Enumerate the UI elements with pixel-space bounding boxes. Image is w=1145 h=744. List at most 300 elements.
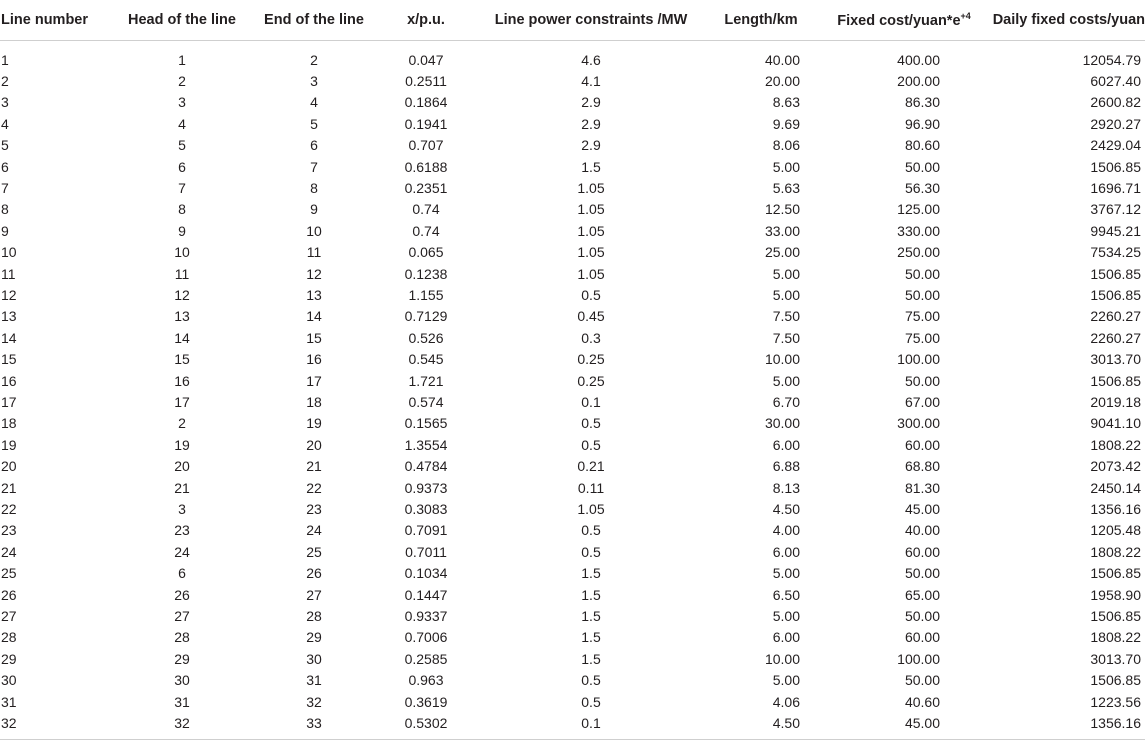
cell-length: 25.00	[764, 244, 800, 261]
cell-line-number: 8	[1, 201, 9, 218]
cell-end-of-line: 16	[306, 351, 322, 368]
cell-reactance: 0.545	[408, 351, 444, 368]
table-row	[0, 713, 1145, 739]
cell-head-of-line: 3	[178, 501, 186, 518]
cell-daily-fixed-cost: 3013.70	[1090, 351, 1141, 368]
cell-daily-fixed-cost: 2450.14	[1090, 479, 1141, 496]
cell-length: 10.00	[764, 351, 800, 368]
table-row	[0, 606, 1145, 627]
cell-reactance: 0.1447	[404, 586, 448, 603]
cell-fixed-cost: 45.00	[904, 501, 940, 518]
cell-fixed-cost: 50.00	[904, 372, 940, 389]
cell-line-number: 6	[1, 158, 9, 175]
cell-power-constraint: 0.1	[581, 394, 601, 410]
cell-fixed-cost: 330.00	[897, 222, 940, 239]
table-row	[0, 135, 1145, 156]
cell-end-of-line: 9	[310, 201, 318, 218]
cell-line-number: 5	[1, 137, 9, 154]
cell-fixed-cost: 86.30	[904, 94, 940, 111]
cell-end-of-line: 29	[306, 629, 322, 646]
header-head-of-line: Head of the line	[112, 0, 252, 40]
cell-fixed-cost: 81.30	[904, 479, 940, 496]
table-row	[0, 520, 1145, 541]
cell-length: 4.50	[772, 501, 800, 518]
cell-end-of-line: 13	[306, 286, 322, 303]
table-row	[0, 199, 1145, 220]
cell-power-constraint: 0.1	[476, 713, 706, 739]
cell-power-constraint: 1.05	[577, 244, 605, 261]
cell-end-of-line: 7	[310, 158, 318, 175]
cell-fixed-cost: 50.00	[904, 158, 940, 175]
table-row	[0, 563, 1145, 584]
cell-line-number: 2	[1, 72, 9, 89]
cell-head-of-line: 6	[178, 565, 186, 582]
cell-head-of-line: 4	[178, 115, 186, 132]
cell-end-of-line: 2	[310, 51, 318, 68]
cell-daily-fixed-cost: 1506.85	[1090, 265, 1141, 282]
table-row	[0, 670, 1145, 691]
cell-head-of-line: 12	[174, 286, 190, 303]
cell-line-number: 10	[1, 244, 17, 261]
table-row	[0, 242, 1145, 263]
cell-reactance: 0.3083	[404, 501, 448, 518]
cell-line-number: 24	[1, 543, 17, 560]
cell-end-of-line: 28	[306, 608, 322, 625]
cell-head-of-line: 23	[174, 522, 190, 539]
header-daily-fixed-costs: Daily fixed costs/yuan	[992, 0, 1145, 40]
cell-line-number: 13	[1, 308, 17, 325]
cell-head-of-line: 13	[174, 308, 190, 325]
cell-length: 5.00	[772, 158, 800, 175]
cell-end-of-line: 17	[306, 372, 322, 389]
cell-daily-fixed-cost: 7534.25	[1090, 244, 1141, 261]
cell-head-of-line: 29	[174, 650, 190, 667]
cell-power-constraint: 1.5	[581, 565, 601, 582]
table-row	[0, 413, 1145, 434]
cell-fixed-cost: 60.00	[904, 629, 940, 646]
cell-reactance: 0.2585	[404, 650, 448, 667]
cell-daily-fixed-cost: 2073.42	[1090, 458, 1141, 475]
cell-line-number: 18	[1, 415, 17, 432]
cell-line-number: 3	[1, 94, 9, 111]
cell-fixed-cost: 60.00	[904, 436, 940, 453]
cell-daily-fixed-cost: 1205.48	[1090, 522, 1141, 539]
cell-line-number: 7	[1, 179, 9, 196]
cell-daily-fixed-cost: 3767.12	[1090, 201, 1141, 218]
cell-head-of-line: 32	[112, 713, 252, 739]
cell-end-of-line: 24	[306, 522, 322, 539]
table-row	[0, 349, 1145, 370]
cell-head-of-line: 28	[174, 629, 190, 646]
cell-line-number: 9	[1, 222, 9, 239]
cell-fixed-cost: 250.00	[897, 244, 940, 261]
cell-power-constraint: 1.05	[577, 201, 605, 218]
cell-fixed-cost: 100.00	[897, 650, 940, 667]
cell-length: 8.06	[772, 137, 800, 154]
table-row	[0, 306, 1145, 327]
cell-power-constraint: 1.5	[581, 586, 601, 603]
cell-reactance: 0.7091	[404, 522, 448, 539]
cell-daily-fixed-cost: 2429.04	[1090, 137, 1141, 154]
cell-daily-fixed-cost: 2260.27	[1090, 329, 1141, 346]
cell-reactance: 1.155	[408, 286, 444, 303]
cell-power-constraint: 0.5	[581, 693, 601, 710]
cell-end-of-line: 4	[310, 94, 318, 111]
cell-daily-fixed-cost: 2260.27	[1090, 308, 1141, 325]
cell-reactance: 0.1034	[404, 565, 448, 582]
cell-head-of-line: 6	[178, 158, 186, 175]
cell-end-of-line: 25	[306, 543, 322, 560]
table-row	[0, 71, 1145, 92]
cell-end-of-line: 14	[306, 308, 322, 325]
cell-end-of-line: 23	[306, 501, 322, 518]
cell-line-number: 32	[0, 713, 112, 739]
cell-length: 7.50	[772, 308, 800, 325]
cell-line-number: 19	[1, 436, 17, 453]
table-row	[0, 478, 1145, 499]
cell-power-constraint: 2.9	[581, 115, 601, 132]
cell-line-number: 11	[1, 265, 16, 282]
cell-daily-fixed-cost: 1356.16	[992, 713, 1145, 739]
table-row	[0, 114, 1145, 135]
cell-end-of-line: 21	[306, 458, 322, 475]
cell-daily-fixed-cost: 9945.21	[1090, 222, 1141, 239]
cell-end-of-line: 26	[306, 565, 322, 582]
cell-fixed-cost: 65.00	[904, 586, 940, 603]
cell-daily-fixed-cost: 12054.79	[1082, 51, 1141, 68]
table-row	[0, 40, 1145, 71]
cell-daily-fixed-cost: 1506.85	[1090, 565, 1141, 582]
cell-line-number: 20	[1, 458, 17, 475]
cell-fixed-cost: 45.00	[816, 713, 992, 739]
cell-length: 6.50	[772, 586, 800, 603]
cell-line-number: 27	[1, 608, 17, 625]
cell-fixed-cost: 40.60	[904, 693, 940, 710]
cell-power-constraint: 0.21	[577, 458, 605, 475]
cell-line-number: 25	[1, 565, 17, 582]
cell-line-number: 1	[1, 51, 9, 68]
cell-length: 5.00	[772, 265, 800, 282]
cell-power-constraint: 1.5	[581, 629, 601, 646]
cell-length: 5.00	[772, 672, 800, 689]
cell-power-constraint: 2.9	[581, 94, 601, 111]
cell-power-constraint: 1.05	[577, 222, 605, 239]
cell-reactance: 0.74	[412, 222, 440, 239]
cell-fixed-cost: 80.60	[904, 137, 940, 154]
cell-reactance: 0.065	[408, 244, 444, 261]
cell-head-of-line: 19	[174, 436, 190, 453]
cell-reactance: 0.574	[408, 394, 444, 410]
cell-fixed-cost: 96.90	[904, 115, 940, 132]
header-line-number: Line number	[0, 0, 112, 40]
cell-reactance: 0.963	[408, 672, 444, 689]
cell-reactance: 0.6188	[404, 158, 448, 175]
cell-reactance: 0.1941	[404, 115, 448, 132]
cell-fixed-cost: 125.00	[897, 201, 940, 218]
table-row	[0, 328, 1145, 349]
cell-end-of-line: 6	[310, 137, 318, 154]
cell-power-constraint: 0.5	[581, 543, 601, 560]
cell-power-constraint: 1.5	[581, 158, 601, 175]
cell-power-constraint: 1.5	[581, 650, 601, 667]
cell-line-number: 4	[1, 115, 9, 132]
cell-power-constraint: 0.5	[581, 286, 601, 303]
cell-end-of-line: 15	[306, 329, 322, 346]
header-length: Length/km	[706, 0, 816, 40]
table-row	[0, 649, 1145, 670]
cell-daily-fixed-cost: 1506.85	[1090, 608, 1141, 625]
table-row	[0, 221, 1145, 242]
cell-length: 4.50	[706, 713, 816, 739]
cell-length: 8.13	[772, 479, 800, 496]
cell-line-number: 30	[1, 672, 17, 689]
table-row	[0, 456, 1145, 477]
cell-power-constraint: 0.11	[577, 479, 605, 496]
cell-head-of-line: 27	[174, 608, 190, 625]
cell-daily-fixed-cost: 2019.18	[1090, 394, 1141, 410]
cell-head-of-line: 16	[174, 372, 190, 389]
cell-length: 4.06	[772, 693, 800, 710]
cell-line-number: 16	[1, 372, 17, 389]
cell-length: 4.00	[772, 522, 800, 539]
cell-length: 6.00	[772, 629, 800, 646]
cell-daily-fixed-cost: 9041.10	[1090, 415, 1141, 432]
table-row	[0, 692, 1145, 713]
table-header-row	[0, 0, 1145, 40]
table-row	[0, 285, 1145, 306]
cell-daily-fixed-cost: 1223.56	[1090, 693, 1141, 710]
cell-length: 7.50	[772, 329, 800, 346]
cell-reactance: 0.047	[408, 51, 444, 68]
cell-fixed-cost: 50.00	[904, 565, 940, 582]
cell-reactance: 1.721	[408, 372, 444, 389]
cell-length: 30.00	[764, 415, 800, 432]
cell-end-of-line: 11	[306, 244, 322, 261]
cell-fixed-cost: 60.00	[904, 543, 940, 560]
cell-reactance: 0.3619	[404, 693, 448, 710]
cell-line-number: 29	[1, 650, 17, 667]
cell-end-of-line: 30	[306, 650, 322, 667]
cell-length: 9.69	[772, 115, 800, 132]
cell-head-of-line: 3	[178, 94, 186, 111]
cell-head-of-line: 11	[174, 265, 190, 282]
cell-fixed-cost: 40.00	[904, 522, 940, 539]
cell-head-of-line: 7	[178, 179, 186, 196]
cell-line-number: 31	[1, 693, 17, 710]
table-row	[0, 92, 1145, 113]
cell-head-of-line: 1	[178, 51, 186, 68]
cell-reactance: 0.1238	[404, 265, 448, 282]
cell-reactance: 0.1864	[404, 94, 448, 111]
table-body	[0, 40, 1145, 739]
cell-daily-fixed-cost: 1808.22	[1090, 629, 1141, 646]
cell-end-of-line: 27	[306, 586, 322, 603]
cell-reactance: 0.9373	[404, 479, 448, 496]
cell-power-constraint: 1.05	[577, 501, 605, 518]
cell-head-of-line: 14	[174, 329, 190, 346]
cell-daily-fixed-cost: 1808.22	[1090, 543, 1141, 560]
cell-power-constraint: 4.1	[581, 72, 601, 89]
cell-line-number: 17	[1, 394, 17, 410]
cell-head-of-line: 17	[174, 394, 190, 410]
cell-power-constraint: 0.5	[581, 672, 601, 689]
cell-power-constraint: 0.25	[577, 351, 605, 368]
cell-daily-fixed-cost: 1808.22	[1090, 436, 1141, 453]
cell-power-constraint: 2.9	[581, 137, 601, 154]
cell-line-number: 14	[1, 329, 17, 346]
cell-line-number: 23	[1, 522, 17, 539]
cell-power-constraint: 4.6	[581, 51, 601, 68]
cell-power-constraint: 1.5	[581, 608, 601, 625]
cell-reactance: 0.4784	[404, 458, 448, 475]
table-row	[0, 157, 1145, 178]
cell-length: 5.00	[772, 286, 800, 303]
header-power-constraints: Line power constraints /MW	[476, 0, 706, 40]
cell-head-of-line: 2	[178, 72, 186, 89]
cell-head-of-line: 8	[178, 201, 186, 218]
cell-power-constraint: 0.45	[577, 308, 605, 325]
cell-length: 5.63	[772, 179, 800, 196]
header-fixed-cost-exponent: +4	[960, 10, 971, 21]
cell-reactance: 0.7129	[404, 308, 448, 325]
cell-length: 12.50	[764, 201, 800, 218]
cell-length: 6.00	[772, 436, 800, 453]
cell-length: 20.00	[764, 72, 800, 89]
cell-length: 5.00	[772, 565, 800, 582]
header-fixed-cost-label: Fixed cost/yuan*e	[837, 12, 961, 29]
cell-line-number: 22	[1, 501, 17, 518]
cell-end-of-line: 8	[310, 179, 318, 196]
cell-power-constraint: 1.05	[577, 265, 605, 282]
cell-daily-fixed-cost: 1506.85	[1090, 158, 1141, 175]
table-row	[0, 627, 1145, 648]
cell-end-of-line: 33	[252, 713, 376, 739]
cell-line-number: 26	[1, 586, 17, 603]
cell-length: 10.00	[764, 650, 800, 667]
cell-power-constraint: 0.3	[581, 329, 601, 346]
cell-reactance: 0.2511	[405, 72, 447, 89]
cell-fixed-cost: 75.00	[904, 329, 940, 346]
cell-head-of-line: 10	[174, 244, 190, 261]
table-row	[0, 542, 1145, 563]
table-row	[0, 499, 1145, 520]
cell-reactance: 0.1565	[404, 415, 448, 432]
cell-daily-fixed-cost: 6027.40	[1090, 72, 1141, 89]
cell-fixed-cost: 50.00	[904, 286, 940, 303]
table-row	[0, 585, 1145, 606]
cell-daily-fixed-cost: 3013.70	[1090, 650, 1141, 667]
cell-fixed-cost: 56.30	[904, 179, 940, 196]
cell-fixed-cost: 300.00	[897, 415, 940, 432]
cell-head-of-line: 26	[174, 586, 190, 603]
cell-head-of-line: 30	[174, 672, 190, 689]
cell-end-of-line: 19	[306, 415, 322, 432]
cell-head-of-line: 24	[174, 543, 190, 560]
table-row	[0, 178, 1145, 199]
cell-fixed-cost: 50.00	[904, 265, 940, 282]
cell-length: 6.88	[772, 458, 800, 475]
cell-reactance: 0.526	[408, 329, 444, 346]
cell-reactance: 0.74	[412, 201, 440, 218]
cell-end-of-line: 3	[310, 72, 318, 89]
cell-line-number: 15	[1, 351, 17, 368]
cell-power-constraint: 0.25	[577, 372, 605, 389]
cell-end-of-line: 18	[306, 394, 322, 410]
cell-reactance: 1.3554	[404, 436, 448, 453]
header-reactance: x/p.u.	[376, 0, 476, 40]
table-row	[0, 371, 1145, 392]
cell-length: 33.00	[764, 222, 800, 239]
cell-reactance: 0.2351	[404, 179, 448, 196]
cell-head-of-line: 2	[178, 415, 186, 432]
cell-length: 5.00	[772, 372, 800, 389]
cell-daily-fixed-cost: 2920.27	[1090, 115, 1141, 132]
cell-head-of-line: 31	[174, 693, 190, 710]
table-row	[0, 392, 1145, 413]
cell-fixed-cost: 100.00	[897, 351, 940, 368]
cell-end-of-line: 20	[306, 436, 322, 453]
cell-head-of-line: 15	[174, 351, 190, 368]
cell-line-number: 12	[1, 286, 17, 303]
cell-head-of-line: 9	[178, 222, 186, 239]
cell-end-of-line: 12	[306, 265, 322, 282]
cell-reactance: 0.7006	[404, 629, 448, 646]
cell-end-of-line: 10	[306, 222, 322, 239]
cell-length: 8.63	[772, 94, 800, 111]
cell-fixed-cost: 75.00	[904, 308, 940, 325]
cell-fixed-cost: 200.00	[897, 72, 940, 89]
cell-daily-fixed-cost: 1356.16	[1090, 501, 1141, 518]
cell-power-constraint: 0.5	[581, 415, 601, 432]
cell-daily-fixed-cost: 1696.71	[1090, 179, 1141, 196]
cell-daily-fixed-cost: 1506.85	[1090, 286, 1141, 303]
cell-length: 6.00	[772, 543, 800, 560]
cell-length: 6.70	[772, 394, 800, 410]
cell-head-of-line: 5	[178, 137, 186, 154]
table-row	[0, 435, 1145, 456]
cell-daily-fixed-cost: 1506.85	[1090, 372, 1141, 389]
cell-daily-fixed-cost: 1958.90	[1090, 586, 1141, 603]
cell-fixed-cost: 50.00	[904, 608, 940, 625]
header-fixed-cost	[816, 0, 992, 40]
cell-length: 5.00	[772, 608, 800, 625]
cell-length: 40.00	[764, 51, 800, 68]
cell-line-number: 28	[1, 629, 17, 646]
cell-power-constraint: 1.05	[577, 179, 605, 196]
cell-reactance: 0.707	[408, 137, 444, 154]
header-end-of-line: End of the line	[252, 0, 376, 40]
cell-power-constraint: 0.5	[581, 522, 601, 539]
cell-reactance: 0.5302	[376, 713, 476, 739]
cell-line-number: 21	[1, 479, 17, 496]
cell-daily-fixed-cost: 1506.85	[1090, 672, 1141, 689]
cell-reactance: 0.7011	[405, 543, 447, 560]
cell-fixed-cost: 50.00	[904, 672, 940, 689]
cell-power-constraint: 0.5	[581, 436, 601, 453]
cell-reactance: 0.9337	[404, 608, 448, 625]
table-row	[0, 264, 1145, 285]
cell-head-of-line: 21	[174, 479, 190, 496]
cell-fixed-cost: 67.00	[904, 394, 940, 410]
cell-end-of-line: 31	[306, 672, 322, 689]
cell-daily-fixed-cost: 2600.82	[1090, 94, 1141, 111]
cell-fixed-cost: 68.80	[904, 458, 940, 475]
cell-end-of-line: 22	[306, 479, 322, 496]
cell-end-of-line: 5	[310, 115, 318, 132]
cell-fixed-cost: 400.00	[897, 51, 940, 68]
cell-end-of-line: 32	[306, 693, 322, 710]
cell-head-of-line: 20	[174, 458, 190, 475]
